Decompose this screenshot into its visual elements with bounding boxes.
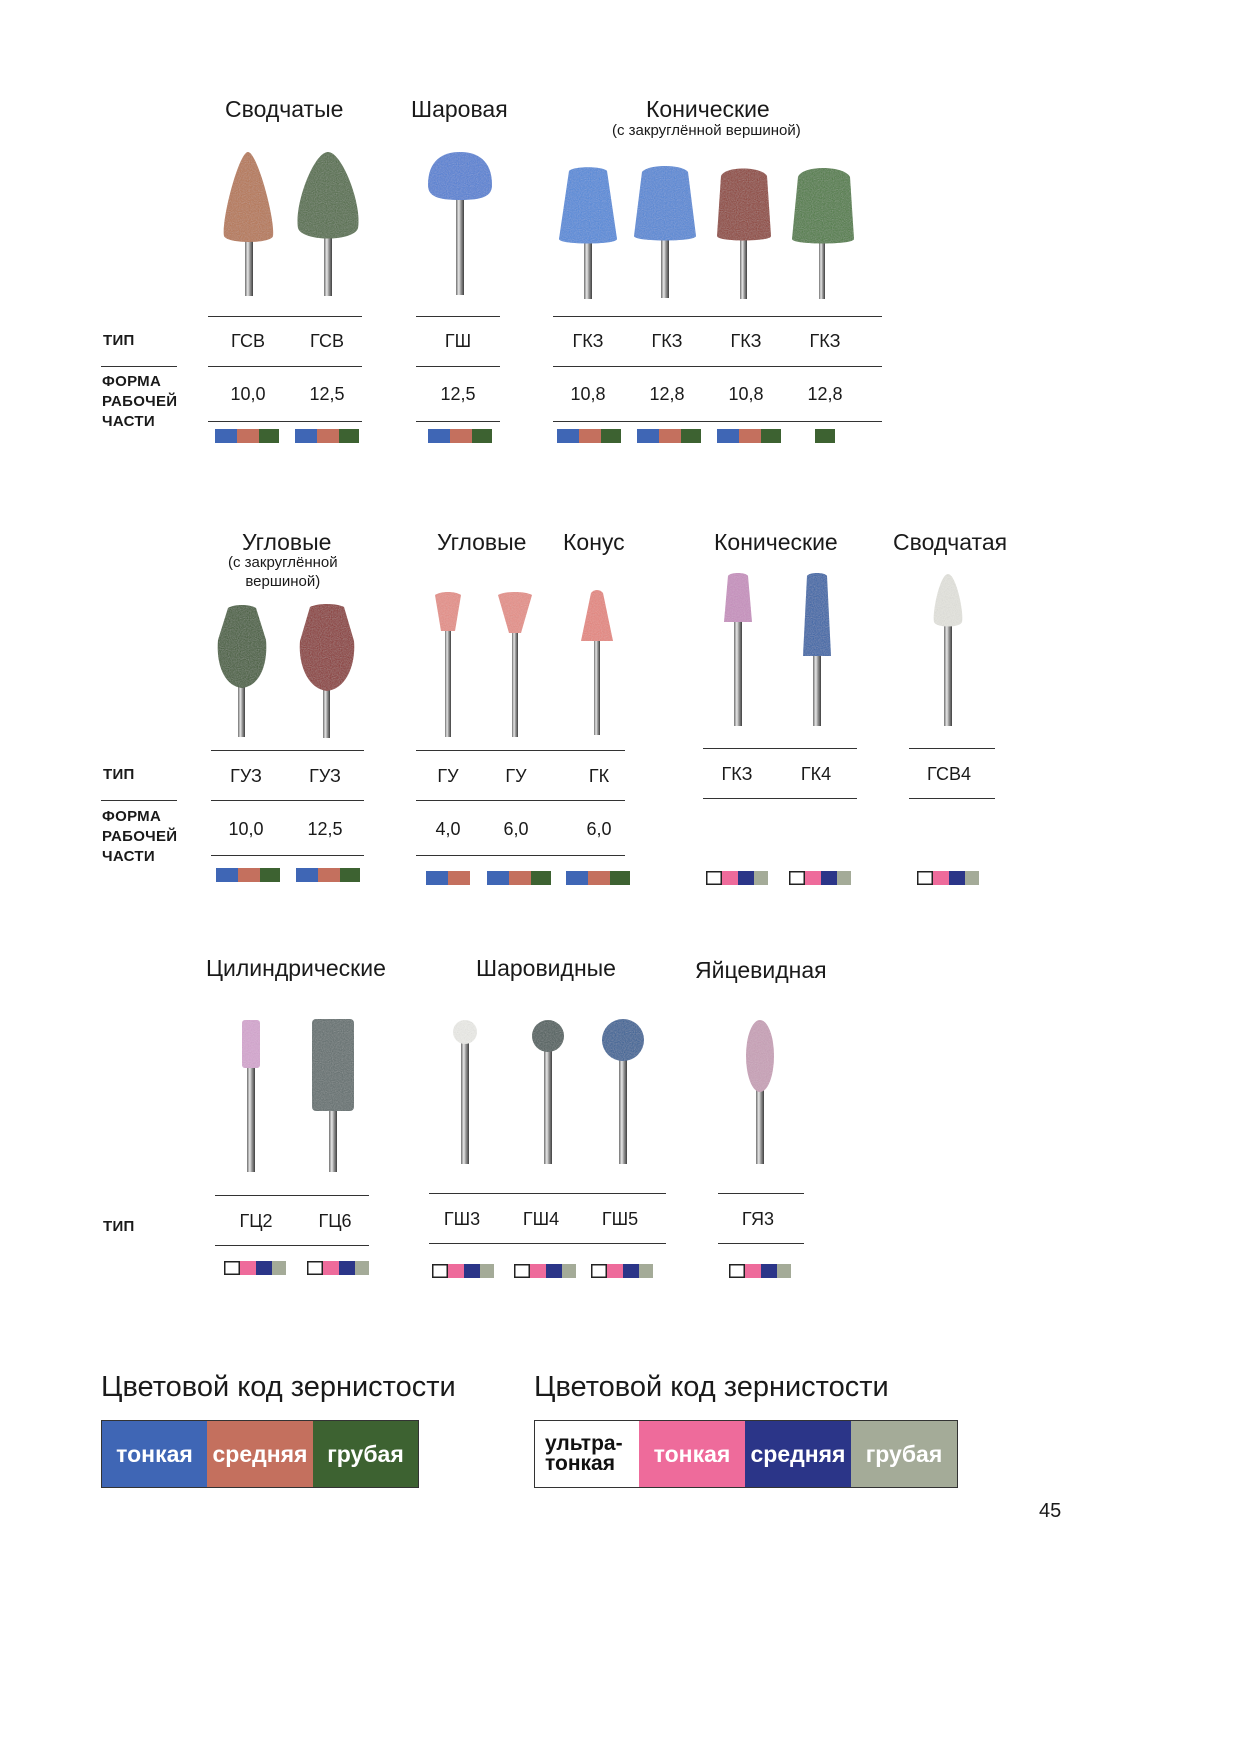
type-cell: ГК [588,766,610,786]
tool-image-gk4 [799,572,835,728]
grain-swatch-coarse [815,429,835,443]
size-cell: 12,8 [649,384,685,404]
type-cell: ГСВ [310,331,344,351]
tool-image-guz-12-5 [296,603,358,738]
grain-swatch-4level [514,1264,576,1278]
heading-cilindricheskie: Цилиндрические [206,955,386,981]
type-cell: ГШ3 [443,1209,481,1229]
label-type-row2: ТИП [103,766,135,783]
tool-image-gya3 [743,1018,777,1166]
subheading-uglovye-rounded: (с закруглённой вершиной) [228,554,338,590]
label-type-row1: ТИП [103,332,135,349]
grain-swatch-4level [706,871,768,885]
heading-svodchataya: Сводчатая [893,529,1008,555]
heading-konus: Конус [563,529,625,555]
type-cell: ГЦ2 [239,1211,273,1231]
tool-image-gc2 [236,1018,266,1174]
tool-image-gsv-10 [215,148,285,298]
type-cell: ГКЗ [730,331,762,351]
grain-swatch-fine-medium-coarse [428,429,492,443]
tool-image-gsv-12-5 [292,148,367,298]
type-cell: ГУЗ [230,766,262,786]
tool-image-gkz-12-8b [788,165,860,301]
heading-konicheskie: Конические [646,96,770,122]
grain-swatch-4level [729,1264,791,1278]
tool-image-gkz-10-8b [713,166,777,300]
type-cell: ГШ5 [601,1209,639,1229]
tool-image-gc6 [308,1017,358,1174]
type-cell: ГУ [437,766,459,786]
type-cell: ГКЗ [809,331,841,351]
size-cell: 12,5 [309,384,345,404]
tool-image-gk-6 [577,589,617,737]
legend-title-3level: Цветовой код зернистости [101,1371,456,1403]
tool-image-gkz-10-8a [555,165,623,300]
size-cell: 10,0 [228,819,264,839]
legend-coarse: грубая [313,1421,418,1487]
tool-image-gsh5 [600,1018,646,1166]
grain-swatch-4level [307,1261,369,1275]
grain-swatch-fine-medium-coarse [295,429,359,443]
label-form-row2: ФОРМА РАБОЧЕЙ ЧАСТИ [102,808,178,865]
heading-svodchatye: Сводчатые [225,96,344,122]
heading-sharovidnye: Шаровидные [476,955,616,981]
heading-uglovye: Угловые [437,529,527,555]
label-form-row1: ФОРМА РАБОЧЕЙ ЧАСТИ [102,373,178,430]
grain-swatch-4level [789,871,851,885]
grain-swatch-4level [591,1264,653,1278]
tool-image-gkz-12-8a [630,164,702,300]
heading-sharovaya: Шаровая [411,96,508,122]
size-cell: 12,5 [307,819,343,839]
heading-konicheskie-2: Конические [714,529,838,555]
tool-image-gu-6 [495,591,535,739]
tool-image-gkz-small [720,572,756,728]
size-cell: 10,8 [570,384,606,404]
type-cell: ГШ4 [522,1209,560,1229]
size-cell: 10,8 [728,384,764,404]
grain-swatch-4level [224,1261,286,1275]
grain-swatch-fine-medium-coarse [296,868,360,882]
size-cell: 4,0 [435,819,461,839]
type-cell: ГЯ3 [741,1209,775,1229]
size-cell: 6,0 [586,819,612,839]
grain-swatch-4level [917,871,979,885]
tool-image-gsh4 [530,1018,566,1166]
legend-title-4level: Цветовой код зернистости [534,1371,889,1403]
grain-swatch-fine-medium-coarse [487,871,551,885]
grain-swatch-fine-medium-coarse [216,868,280,882]
grain-swatch-4level [432,1264,494,1278]
type-cell: ГУ [505,766,527,786]
type-cell: ГШ [444,331,472,351]
legend-coarse-grey: грубая [851,1421,957,1487]
type-cell: ГЦ6 [318,1211,352,1231]
grain-swatch-fine-medium-coarse [557,429,621,443]
type-cell: ГКЗ [572,331,604,351]
heading-yaicevidnaya: Яйцевидная [695,957,827,983]
type-cell: ГУЗ [309,766,341,786]
grain-swatch-fine-medium-coarse [637,429,701,443]
grain-swatch-fine-medium-coarse [215,429,279,443]
type-cell: ГСВ [231,331,265,351]
type-cell: ГКЗ [721,764,753,784]
tool-image-gsh3 [450,1018,480,1166]
tool-image-gsh-12-5 [423,150,498,298]
legend-fine-pink: тонкая [639,1421,745,1487]
size-cell: 12,5 [440,384,476,404]
type-cell: ГСВ4 [927,764,971,784]
size-cell: 12,8 [807,384,843,404]
subheading-konicheskie: (с закруглённой вершиной) [612,122,801,139]
size-cell: 6,0 [503,819,529,839]
tool-image-gu-4 [431,591,465,739]
label-type-row3: ТИП [103,1218,135,1235]
grain-swatch-fine-medium [426,871,470,885]
legend-ultrafine: ультра- тонкая [535,1421,639,1487]
grain-swatch-fine-medium-coarse [717,429,781,443]
tool-image-gsv4 [930,572,966,728]
type-cell: ГК4 [800,764,832,784]
heading-uglovye-rounded: Угловые [242,529,332,555]
grain-swatch-fine-medium-coarse [566,871,630,885]
page-number: 45 [1039,1500,1062,1522]
legend-medium: средняя [207,1421,313,1487]
type-cell: ГКЗ [651,331,683,351]
legend-fine: тонкая [102,1421,207,1487]
tool-image-guz-10 [214,604,270,738]
legend-medium-navy: средняя [745,1421,851,1487]
size-cell: 10,0 [230,384,266,404]
grain-legend-3level [101,1420,419,1488]
grain-legend-4level [534,1420,958,1488]
